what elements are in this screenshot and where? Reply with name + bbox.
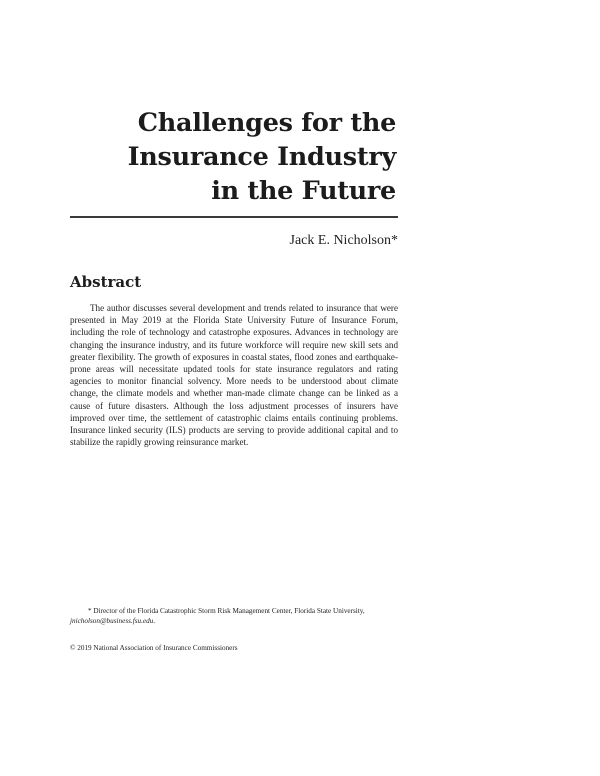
abstract-heading: Abstract — [70, 273, 142, 291]
title-divider — [70, 216, 398, 218]
footnote-text: * Director of the Florida Catastrophic Storm Risk Management Center, Florida State University, — [88, 607, 365, 615]
author-name: Jack E. Nicholson* — [289, 233, 398, 248]
author-footnote — [70, 606, 398, 626]
copyright-notice: © 2019 National Association of Insurance Commissioners — [70, 644, 238, 652]
abstract-body: The author discusses several development and trends related to insurance that were presented in May 2019 at the Florida State University Future of Insurance Forum, including the role of technology and catastrophe exposures. Advances in technology are changing the insurance industry, and its future workforce will require new skill sets and greater flexibility. The growth of exposures in coastal states, flood zones and earthquake-prone areas will necessitate updated tools for state insurance regulators and rating agencies to monitor financial solvency. More needs to be understood about climate change, the climate models and whether man-made climate change can be linked as a cause of future disasters. Although the loss adjustment processes of insurers have improved over time, the settlement of catastrophic claims entails continuing problems. Insurance linked security (ILS) products are serving to provide additional capital and to stabilize the rapidly growing reinsurance market. — [70, 303, 398, 448]
paper-title — [70, 106, 396, 208]
footnote-email: jnicholson@business.fsu.edu — [70, 617, 154, 625]
footnote-end: . — [153, 617, 156, 625]
title-line-2: Insurance Industry — [127, 142, 396, 172]
title-line-3: in the Future — [211, 176, 396, 206]
title-line-1: Challenges for the — [137, 108, 396, 138]
